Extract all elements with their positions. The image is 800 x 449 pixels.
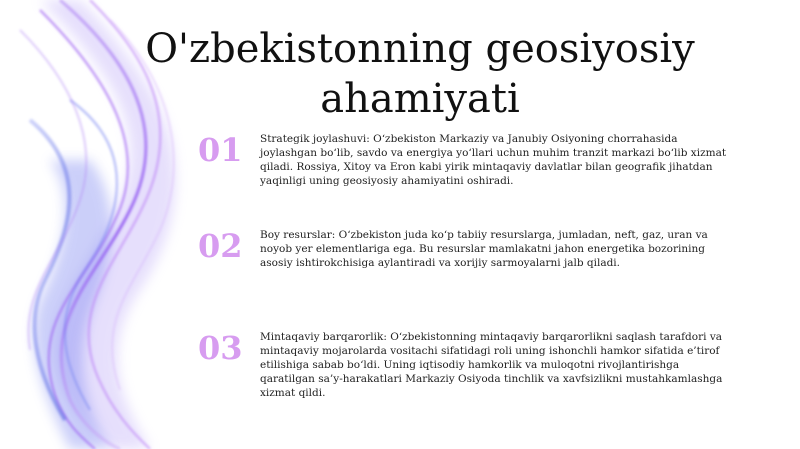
item-number: 02: [198, 227, 243, 265]
slide-title: O'zbekistonning geosiyosiy ahamiyati: [145, 26, 695, 122]
item-text: Boy resurslar: O‘zbekiston juda ko‘p tabiiy resurslarga, jumladan, neft, gaz, uran va noyob yer elementlariga ega. Bu resurslar mamlakatni jahon energetika bozorining asosiy ishtirokchisiga aylantiradi va xorijiy sarmoyalarni jalb qiladi.: [260, 229, 708, 269]
item-number: 01: [198, 131, 243, 169]
item-text: Strategik joylashuvi: O‘zbekiston Markaziy va Janubiy Osiyoning chorrahasida joylashgan bo‘lib, savdo va energiya yo‘llari uchun muhim tranzit markazi bo‘lib xizmat qiladi. Rossiya, Xitoy va Eron kabi yirik mintaqaviy davlatlar bilan geografik jihatdan yaqinligi uning geosiyosiy ahamiyatini oshiradi.: [260, 133, 727, 187]
item-number: 03: [198, 329, 243, 367]
item-text: Mintaqaviy barqarorlik: O‘zbekistonning mintaqaviy barqarorlikni saqlash tarafdori va mintaqaviy mojarolarda vositachi sifatidagi roli uning ishonchli hamkor sifatida e’tirof etilishiga sabab bo‘ldi. Uning iqtisodiy hamkorlik va muloqotni rivojlantirishga qaratilgan sa’y-harakatlari Markaziy Osiyoda tinchlik va xavfsizlikni mustahkamlashga xizmat qildi.: [260, 331, 723, 399]
